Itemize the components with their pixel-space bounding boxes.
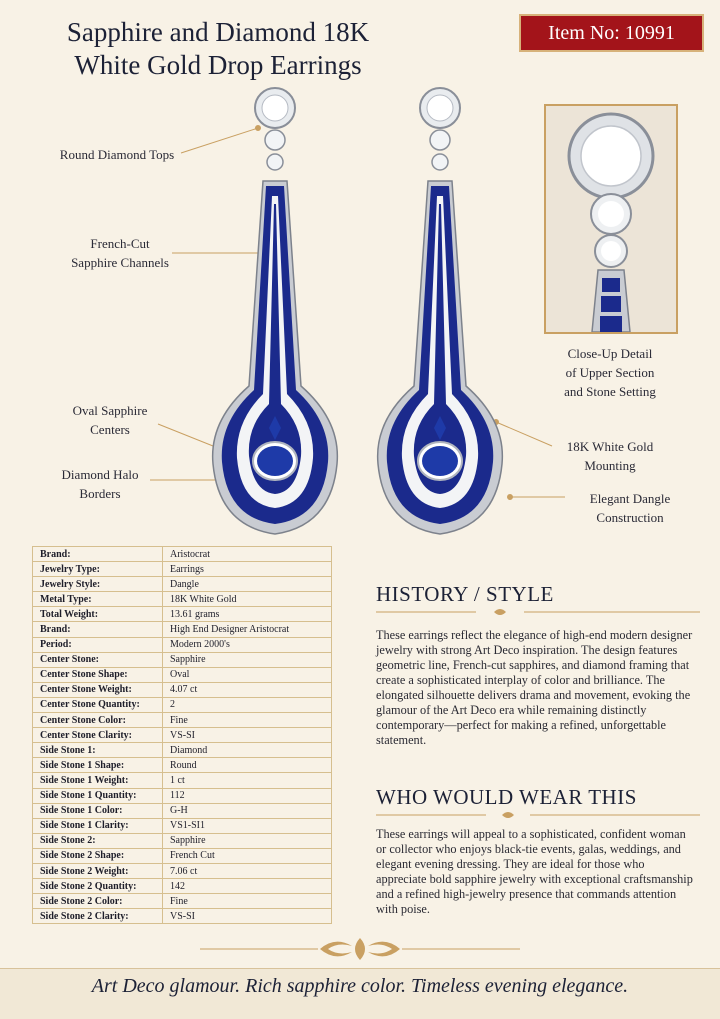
spec-value: Fine [163, 894, 332, 909]
spec-row [33, 909, 332, 924]
spec-row [33, 894, 332, 909]
spec-row [33, 622, 332, 637]
annotation-round-diamond-tops [42, 145, 192, 164]
annotation-text: Sapphire Channels [71, 255, 169, 270]
spec-row [33, 848, 332, 863]
spec-label: Center Stone Quantity: [33, 697, 163, 712]
spec-label: Brand: [33, 547, 163, 562]
spec-label: Center Stone Shape: [33, 667, 163, 682]
spec-label: Side Stone 2: [33, 833, 163, 848]
spec-row [33, 728, 332, 743]
spec-row [33, 758, 332, 773]
spec-label: Center Stone Weight: [33, 682, 163, 697]
spec-label: Total Weight: [33, 607, 163, 622]
earring-left-image [205, 86, 345, 542]
history-paragraph: These earrings reflect the elegance of high-end modern designer jewelry with strong Art Deco inspiration. The design features geometric line, French-cut sapphires, and diamond framing that create a sophisticated interplay of color and brilliance. The elongated silhouette delivers drama and movement, evoking the glamour of the Art Deco era while remaining distinctly contemporary—perfect for making a refined, unforgettable statement. [376, 628, 693, 747]
wear-paragraph: These earrings will appeal to a sophisticated, confident woman or collector who enjoys black-tie events, galas, weddings, and elegant evening dressing. They are ideal for those who appreciate bold sapphire jewelry with exceptional craftsmanship and a refined high-jewelry presence that commands attention with poise. [376, 827, 693, 916]
spec-label: Side Stone 1 Weight: [33, 773, 163, 788]
spec-value: 7.06 ct [163, 863, 332, 878]
spec-label: Center Stone Clarity: [33, 728, 163, 743]
spec-row [33, 879, 332, 894]
annotation-text: Centers [90, 422, 130, 437]
annotation-text: Round Diamond Tops [59, 147, 175, 162]
earring-illustration [213, 88, 338, 534]
annotation-text: of Upper Section [565, 365, 655, 380]
spec-row [33, 863, 332, 878]
earring-right-image [370, 86, 510, 542]
spec-value: French Cut [163, 848, 332, 863]
spec-value: 4.07 ct [163, 682, 332, 697]
spec-label: Side Stone 2 Shape: [33, 848, 163, 863]
spec-value: 112 [163, 788, 332, 803]
spec-label: Side Stone 2 Quantity: [33, 879, 163, 894]
spec-row [33, 713, 332, 728]
spec-label: Side Stone 1 Clarity: [33, 818, 163, 833]
annotation-dangle [560, 489, 700, 527]
spec-row [33, 577, 332, 592]
spec-row [33, 607, 332, 622]
spec-value: G-H [163, 803, 332, 818]
spec-value: Dangle [163, 577, 332, 592]
spec-label: Jewelry Style: [33, 577, 163, 592]
spec-row [33, 547, 332, 562]
spec-label: Period: [33, 637, 163, 652]
spec-label: Side Stone 1 Quantity: [33, 788, 163, 803]
spec-label: Metal Type: [33, 592, 163, 607]
spec-row [33, 803, 332, 818]
annotation-diamond-halo [40, 465, 160, 503]
spec-row [33, 652, 332, 667]
spec-value: 13.61 grams [163, 607, 332, 622]
spec-label: Center Stone Color: [33, 713, 163, 728]
spec-row [33, 788, 332, 803]
wear-heading: WHO WOULD WEAR THIS [376, 785, 637, 809]
annotation-text: and Stone Setting [564, 384, 656, 399]
annotation-text: Diamond Halo [61, 467, 139, 482]
annotation-closeup [540, 344, 680, 401]
spec-row [33, 637, 332, 652]
spec-value: Oval [163, 667, 332, 682]
spec-row [33, 833, 332, 848]
spec-label: Side Stone 1 Shape: [33, 758, 163, 773]
spec-value: High End Designer Aristocrat [163, 622, 332, 637]
annotation-oval-sapphire [50, 401, 170, 439]
spec-row [33, 773, 332, 788]
spec-value: VS-SI [163, 728, 332, 743]
title-line-1: Sapphire and Diamond 18K [66, 17, 370, 47]
spec-label: Jewelry Type: [33, 562, 163, 577]
spec-row [33, 667, 332, 682]
title-line-2: White Gold Drop Earrings [74, 50, 362, 80]
annotation-text: Borders [79, 486, 121, 501]
spec-label: Brand: [33, 622, 163, 637]
spec-value: Fine [163, 713, 332, 728]
spec-value: Aristocrat [163, 547, 332, 562]
earring-illustration [378, 88, 503, 534]
spec-value: VS1-SI1 [163, 818, 332, 833]
footer-tagline: Art Deco glamour. Rich sapphire color. Timeless evening elegance. [0, 968, 720, 1019]
annotation-text: Mounting [584, 458, 636, 473]
spec-label: Center Stone: [33, 652, 163, 667]
spec-value: Round [163, 758, 332, 773]
spec-label: Side Stone 1 Color: [33, 803, 163, 818]
specs-table [32, 546, 332, 924]
spec-value: Diamond [163, 743, 332, 758]
item-number-badge: Item No: 10991 [519, 14, 704, 52]
wear-divider [376, 807, 700, 823]
history-divider [376, 604, 700, 620]
annotation-text: Close-Up Detail [567, 346, 653, 361]
spec-value: Earrings [163, 562, 332, 577]
spec-label: Side Stone 1: [33, 743, 163, 758]
spec-value: VS-SI [163, 909, 332, 924]
spec-row [33, 743, 332, 758]
closeup-illustration [546, 106, 676, 332]
spec-row [33, 818, 332, 833]
annotation-text: French-Cut [90, 236, 150, 251]
spec-row [33, 682, 332, 697]
spec-value: 18K White Gold [163, 592, 332, 607]
spec-value: 142 [163, 879, 332, 894]
spec-value: 1 ct [163, 773, 332, 788]
annotation-text: Construction [596, 510, 664, 525]
spec-value: Modern 2000's [163, 637, 332, 652]
spec-label: Side Stone 2 Weight: [33, 863, 163, 878]
spec-label: Side Stone 2 Clarity: [33, 909, 163, 924]
spec-row [33, 562, 332, 577]
annotation-french-cut [50, 234, 190, 272]
spec-row [33, 697, 332, 712]
annotation-mounting [540, 437, 680, 475]
history-heading: HISTORY / STYLE [376, 582, 554, 606]
spec-value: Sapphire [163, 652, 332, 667]
spec-value: Sapphire [163, 833, 332, 848]
closeup-image [544, 104, 678, 334]
spec-value: 2 [163, 697, 332, 712]
annotation-text: Elegant Dangle [589, 491, 671, 506]
annotation-text: Oval Sapphire [72, 403, 148, 418]
spec-row [33, 592, 332, 607]
footer-ornament [200, 932, 520, 966]
spec-label: Side Stone 2 Color: [33, 894, 163, 909]
annotation-text: 18K White Gold [566, 439, 654, 454]
